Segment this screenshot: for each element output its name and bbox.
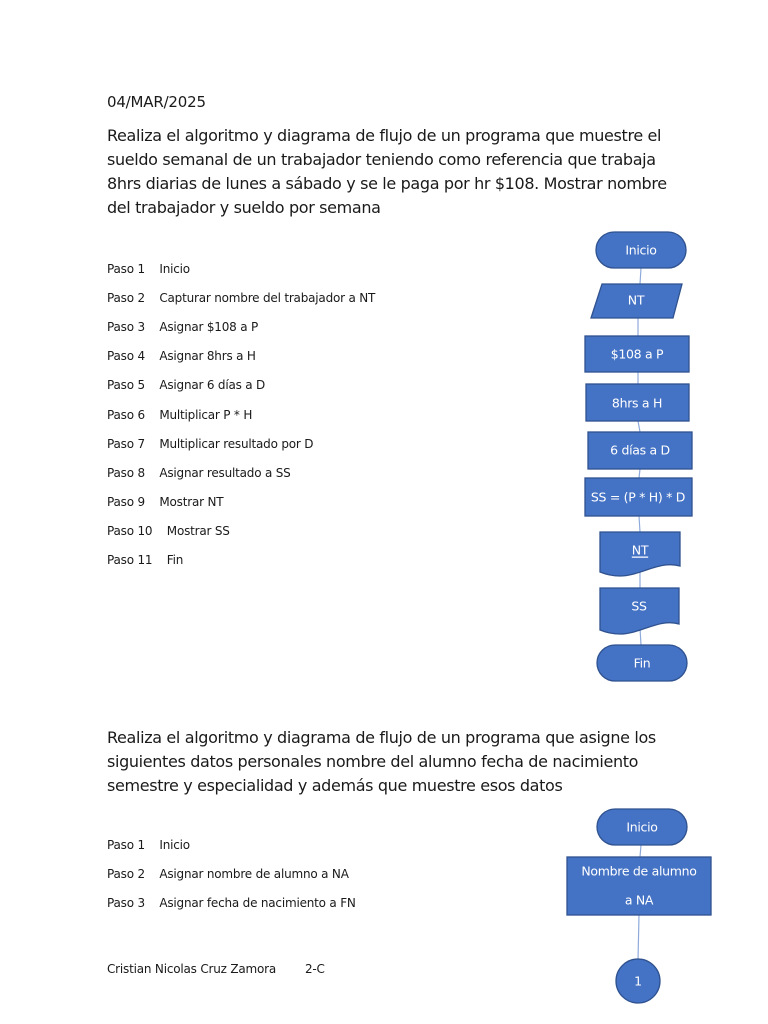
exercise2-prompt: Realiza el algoritmo y diagrama de flujo de un programa que asigne los siguientes datos personales nombre del alumno fecha de nacimiento semestre y especialidad y además que muestre esos datos <box>107 728 656 795</box>
process-label: SS = (P * H) * D <box>590 489 686 505</box>
terminal-label: Fin <box>633 655 651 671</box>
step-item: Paso 7 Multiplicar resultado por D <box>107 437 314 451</box>
terminal-label: Inicio <box>625 242 657 258</box>
step-item: Paso 1 Inicio <box>107 262 190 276</box>
flowchart-start-terminal <box>596 232 686 268</box>
step-item: Paso 6 Multiplicar P * H <box>107 408 253 422</box>
process-label: $108 a P <box>610 346 664 362</box>
footer-author: Cristian Nicolas Cruz Zamora 2-C <box>107 962 325 976</box>
input-label: NT <box>627 292 645 308</box>
process-label: 6 días a D <box>610 442 670 458</box>
flowchart-input-nt <box>591 284 682 318</box>
terminal-label: Inicio <box>626 819 658 835</box>
exercise1-prompt: Realiza el algoritmo y diagrama de flujo de un programa que muestre el sueldo semanal de un trabajador teniendo como referencia que trabaja 8hrs diarias de lunes a sábado y se le paga por hr $108. Mostrar nombre del trabajador y sueldo por semana <box>107 126 667 217</box>
connector-label: 1 <box>634 973 642 989</box>
step-item: Paso 10 Mostrar SS <box>107 524 230 538</box>
document-date: 04/MAR/2025 <box>107 93 206 111</box>
document-label: NT <box>631 542 649 558</box>
step-item: Paso 4 Asignar 8hrs a H <box>107 349 256 363</box>
flowchart-output-nt <box>600 532 680 576</box>
process-label-line1: Nombre de alumno <box>581 863 697 879</box>
flowchart2-process-na <box>567 857 711 915</box>
flowchart-process-ss <box>585 478 692 516</box>
process-label: 8hrs a H <box>611 395 663 411</box>
step-item: Paso 1 Inicio <box>107 838 190 852</box>
flowchart-end-terminal <box>597 645 687 681</box>
step-item: Paso 11 Fin <box>107 553 184 567</box>
step-item: Paso 8 Asignar resultado a SS <box>107 466 291 480</box>
flowchart-process-h <box>586 384 689 421</box>
step-item: Paso 3 Asignar $108 a P <box>107 320 259 334</box>
step-item: Paso 3 Asignar fecha de nacimiento a FN <box>107 896 356 910</box>
flowchart-process-d <box>588 432 692 469</box>
step-item: Paso 5 Asignar 6 días a D <box>107 378 266 392</box>
flowchart-process-p <box>585 336 689 372</box>
step-item: Paso 2 Capturar nombre del trabajador a NT <box>107 291 376 305</box>
flowchart2-offpage-connector <box>616 959 660 1003</box>
document-label: SS <box>631 598 647 614</box>
step-item: Paso 2 Asignar nombre de alumno a NA <box>107 867 349 881</box>
flowchart2-start-terminal <box>597 809 687 845</box>
process-label-line2: a NA <box>624 892 654 908</box>
step-item: Paso 9 Mostrar NT <box>107 495 224 509</box>
flowchart-output-ss <box>600 588 679 634</box>
